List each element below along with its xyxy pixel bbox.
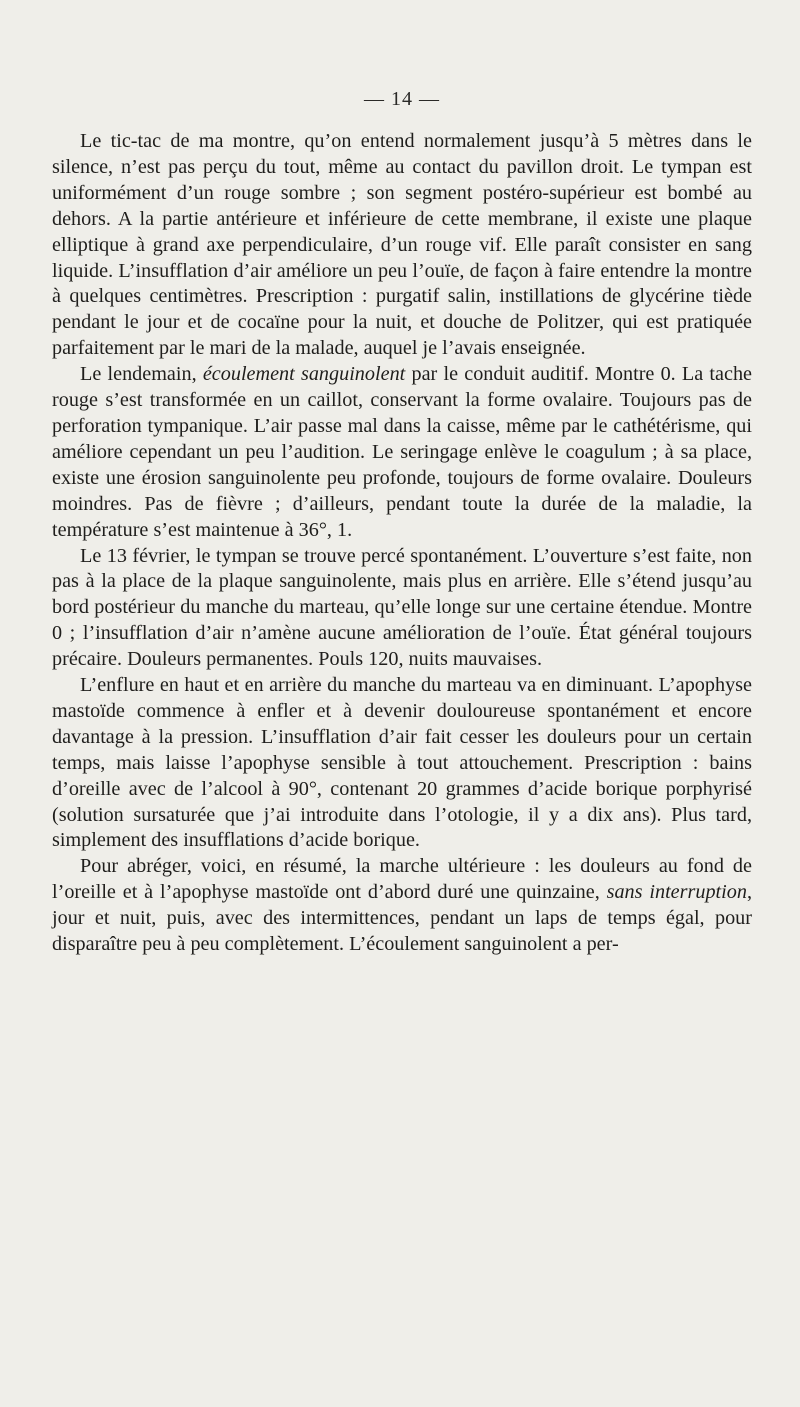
paragraph-5 [52,854,752,958]
paragraph-3 [52,544,752,674]
paragraph-3-text: Le 13 février, le tympan se trouve percé spontanément. L’ouverture s’est faite, non pas à la place de la plaque sanguinolente, mais plus en arrière. Elle s’étend jusqu’au bord postérieur du manche du marteau, qu’elle longe sur une certaine étendue. Montre 0 ; l’insufflation d’air n’amène aucune amélioration de l’ouïe. État général toujours précaire. Douleurs permanentes. Pouls 120, nuits mauvaises. [52,544,752,671]
paragraph-2-text-end: par le conduit auditif. Montre 0. La tache rouge s’est transformée en un caillot, conservant la forme ovalaire. Toujours pas de perforation tympanique. L’air passe mal dans la caisse, même par le cathétérisme, qui améliore cependant un peu l’audition. Le seringage enlève le coagulum ; à sa place, existe une érosion sanguinolente peu profonde, toujours de forme ovalaire. Douleurs moindres. Pas de fièvre ; d’ailleurs, pendant toute la durée de la maladie, la température s’est maintenue à 36°, 1. [52,363,753,541]
page-number: — 14 — [364,88,440,110]
paragraph-2 [52,362,752,543]
paragraph-4-text: L’enflure en haut et en arrière du manche du marteau va en diminuant. L’apophyse mastoïde commence à enfler et à devenir douloureuse spontanément et encore davantage à la pression. L’insufflation d’air fait cesser les douleurs pour un certain temps, mais laisse l’apophyse sensible à tout attouchement. Prescription : bains d’oreille avec de l’alcool à 90°, contenant 20 grammes d’acide borique porphyrisé (solution sursaturée que j’ai introduite dans l’otologie, il y a dix ans). Plus tard, simplement des insufflations d’acide borique. [52,674,752,852]
document-page [52,88,752,958]
paragraph-1 [52,129,752,362]
paragraph-1-text: Le tic-tac de ma montre, qu’on entend normalement jusqu’à 5 mètres dans le silence, n’est pas perçu du tout, même au contact du pavillon droit. Le tympan est uniformément d’un rouge sombre ; son segment postéro-supérieur est bombé au dehors. A la partie antérieure et inférieure de cette membrane, il existe une plaque elliptique à grand axe perpendiculaire, d’un rouge vif. Elle paraît consister en sang liquide. L’insufflation d’air améliore un peu l’ouïe, de façon à faire entendre la montre à quelques centimètres. Prescription : purgatif salin, instillations de glycérine tiède pendant le jour et de cocaïne pour la nuit, et douche de Politzer, qui est pratiquée parfaitement par le mari de la malade, auquel je l’avais enseignée. [52,130,752,360]
paragraph-4 [52,673,752,854]
paragraph-2-emphasis: écoulement sanguinolent [202,363,406,386]
paragraph-5-text-end: , jour et nuit, puis, avec des intermittences, pendant un laps de temps égal, pour disparaître peu à peu complètement. L’écoulement sanguinolent a per- [52,881,752,956]
paragraph-5-text-start: Pour abréger, voici, en résumé, la marche ultérieure : les douleurs au fond de l’oreille et à l’apophyse mastoïde ont d’abord duré une quinzaine, [52,855,752,904]
paragraph-5-emphasis: sans interruption [606,881,747,904]
paragraph-2-text-start: Le lendemain, [80,363,203,386]
